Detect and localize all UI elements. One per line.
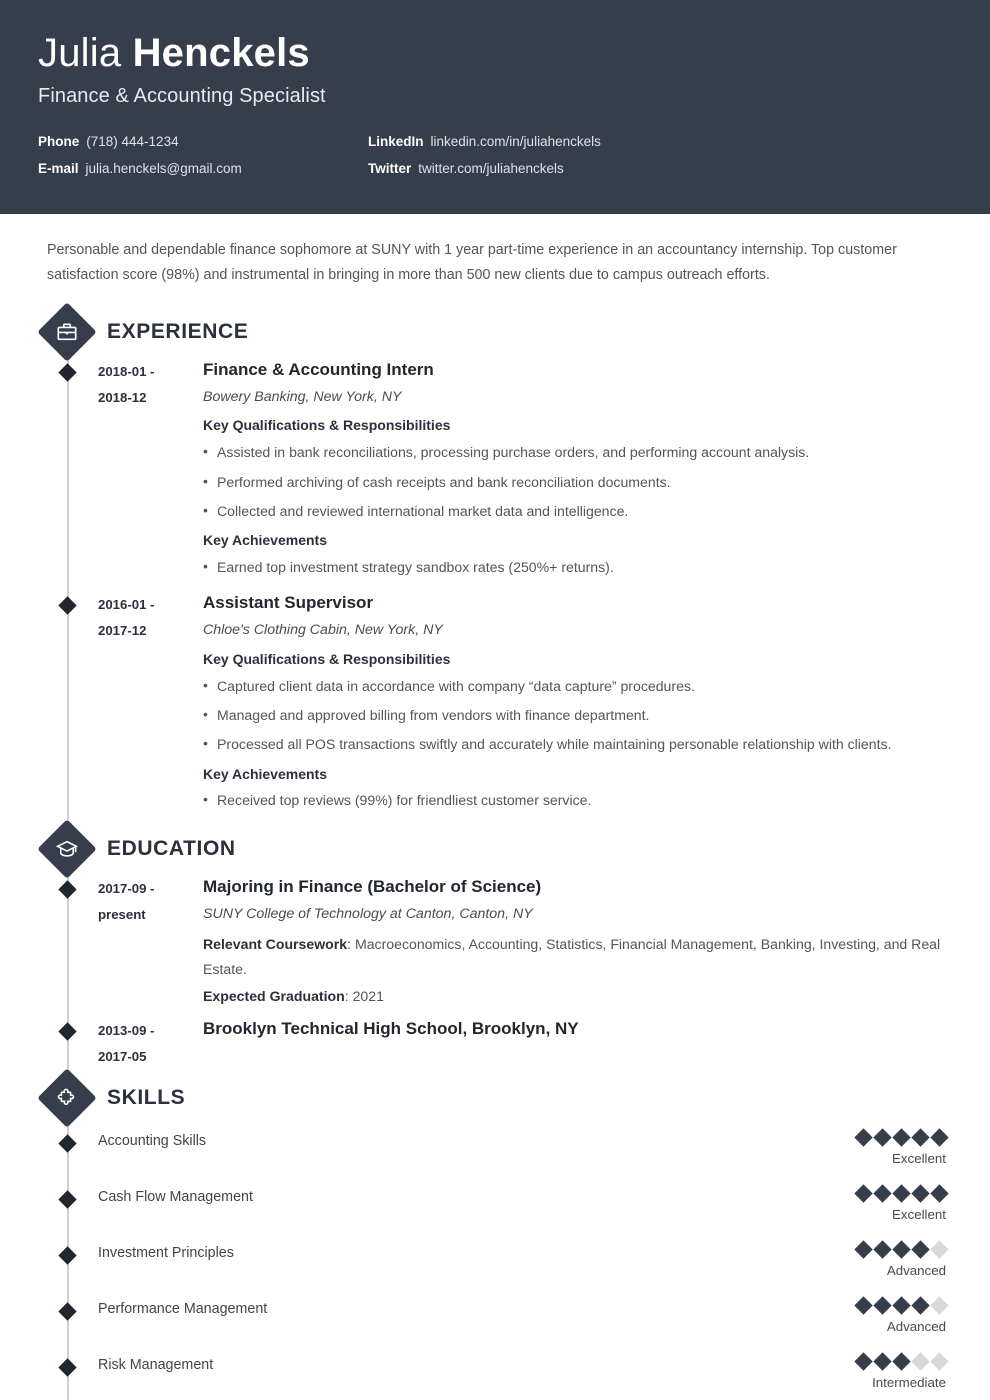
skill-rating <box>688 1243 948 1279</box>
skill-rating <box>688 1131 948 1167</box>
date-start: 2013-09 - <box>98 1022 155 1038</box>
entry-body <box>203 1016 948 1069</box>
rating-diamond-icon <box>930 1185 948 1203</box>
date-end: 2017-05 <box>98 1048 147 1064</box>
coursework-line <box>203 932 948 981</box>
rating-label: Intermediate <box>872 1375 946 1391</box>
entry-body <box>203 357 948 586</box>
contact-details <box>38 134 952 188</box>
contact-twitter[interactable] <box>368 161 564 176</box>
achievements-heading: Key Achievements <box>203 765 327 782</box>
rating-diamond-icon <box>911 1297 929 1315</box>
skill-name: Performance Management <box>98 1301 268 1318</box>
page-title <box>38 32 952 74</box>
rating-diamond-icon <box>911 1129 929 1147</box>
rating-diamond-icon <box>892 1129 910 1147</box>
contact-label: LinkedIn <box>368 134 424 149</box>
rating-diamond-icon <box>911 1241 929 1259</box>
list-item: • Captured client data in accordance with company “data capture” procedures. <box>203 676 948 697</box>
job-title: Finance & Accounting Specialist <box>38 85 326 107</box>
rating-diamond-icon <box>892 1297 910 1315</box>
skills-timeline <box>38 1123 948 1400</box>
contact-value: twitter.com/juliahenckels <box>418 161 564 176</box>
graduation-line <box>203 984 948 1009</box>
entry-dates <box>98 590 203 819</box>
entry-body <box>203 874 948 1012</box>
entry-body <box>203 590 948 819</box>
rating-diamond-icon <box>854 1353 872 1371</box>
qualifications-heading: Key Qualifications & Responsibilities <box>203 417 451 434</box>
skill-row <box>98 1123 948 1179</box>
graduation-value: : 2021 <box>344 988 384 1005</box>
section-education <box>38 824 948 1069</box>
rating-label: Advanced <box>886 1263 946 1279</box>
entry-title: Assistant Supervisor <box>203 593 374 613</box>
section-header-skills <box>46 1073 948 1123</box>
rating-diamond-icon-empty <box>911 1353 929 1371</box>
section-skills <box>38 1073 948 1400</box>
contact-value: (718) 444-1234 <box>86 134 179 149</box>
rating-diamond-icon-empty <box>930 1353 948 1371</box>
experience-entry <box>38 357 948 586</box>
rating-diamond-icon <box>854 1297 872 1315</box>
skill-name: Cash Flow Management <box>98 1189 253 1206</box>
list-item: • Received top reviews (99%) for friendliest customer service. <box>203 790 948 811</box>
rating-diamond-icon-empty <box>930 1297 948 1315</box>
section-title: SKILLS <box>107 1086 186 1110</box>
section-title: EXPERIENCE <box>107 320 249 344</box>
section-experience <box>38 307 948 820</box>
coursework-value: : Macroeconomics, Accounting, Statistics, Financial Management, Banking, Investing, and Real Estate. <box>203 936 941 977</box>
skill-name: Risk Management <box>98 1357 214 1374</box>
skill-row <box>98 1347 948 1400</box>
education-timeline <box>38 874 948 1069</box>
rating-diamond-icon <box>854 1185 872 1203</box>
timeline-diamond-icon <box>58 1022 76 1040</box>
rating-diamonds <box>688 1355 948 1368</box>
entry-subtitle: SUNY College of Technology at Canton, Canton, NY <box>203 905 533 922</box>
date-start: 2016-01 - <box>98 597 155 613</box>
rating-label: Excellent <box>892 1207 946 1223</box>
rating-diamonds <box>688 1243 948 1256</box>
entry-subtitle: Bowery Banking, New York, NY <box>203 388 402 405</box>
rating-diamond-icon <box>873 1353 891 1371</box>
skill-name: Investment Principles <box>98 1245 234 1262</box>
timeline-diamond-icon <box>58 597 76 615</box>
skill-row <box>98 1235 948 1291</box>
skill-rating <box>688 1355 948 1391</box>
skill-row <box>98 1291 948 1347</box>
list-item: • Assisted in bank reconciliations, processing purchase orders, and performing account analysis. <box>203 442 948 463</box>
puzzle-piece-icon <box>37 1069 96 1128</box>
list-item: • Managed and approved billing from vendors with finance department. <box>203 705 948 726</box>
rating-label: Excellent <box>892 1151 946 1167</box>
experience-entry <box>38 590 948 819</box>
list-item: • Earned top investment strategy sandbox rates (250%+ returns). <box>203 557 948 578</box>
list-item: • Collected and reviewed international market data and intelligence. <box>203 501 948 522</box>
list-item: • Processed all POS transactions swiftly and accurately while maintaining personable relationship with clients. <box>203 734 948 755</box>
entry-dates <box>98 1016 203 1069</box>
qualifications-heading: Key Qualifications & Responsibilities <box>203 650 451 667</box>
entry-title: Brooklyn Technical High School, Brooklyn, NY <box>203 1018 579 1038</box>
contact-value: julia.henckels@gmail.com <box>85 161 242 176</box>
rating-diamond-icon <box>911 1185 929 1203</box>
rating-diamond-icon <box>873 1241 891 1259</box>
timeline-diamond-icon <box>58 880 76 898</box>
skill-name: Accounting Skills <box>98 1133 207 1150</box>
last-name: Henckels <box>132 31 310 75</box>
briefcase-icon <box>37 302 96 361</box>
rating-diamond-icon <box>892 1241 910 1259</box>
section-header-experience <box>46 307 948 357</box>
contact-row <box>38 161 952 176</box>
entry-title: Finance & Accounting Intern <box>203 360 434 380</box>
professional-summary: Personable and dependable finance sophomore at SUNY with 1 year part-time experience in an accountancy internship. Top customer satisfaction score (98%) and instrumental in bringing in more than 500 new clients due to campus outreach efforts. <box>47 242 897 284</box>
date-end: 2017-12 <box>98 623 147 639</box>
rating-diamond-icon <box>873 1185 891 1203</box>
rating-diamond-icon <box>892 1353 910 1371</box>
achievements-list <box>203 557 948 578</box>
skill-rating <box>688 1187 948 1223</box>
date-end: 2018-12 <box>98 389 147 405</box>
first-name: Julia <box>38 31 133 75</box>
entry-dates <box>98 874 203 1012</box>
contact-label: Phone <box>38 134 80 149</box>
section-header-education <box>46 824 948 874</box>
contact-row <box>38 134 952 149</box>
timeline-diamond-icon <box>58 1191 76 1209</box>
entry-subtitle: Chloe's Clothing Cabin, New York, NY <box>203 622 443 639</box>
rating-diamond-icon <box>873 1297 891 1315</box>
date-end: present <box>98 906 146 922</box>
timeline-diamond-icon <box>58 1135 76 1153</box>
timeline-diamond-icon <box>58 1303 76 1321</box>
rating-diamond-icon <box>892 1185 910 1203</box>
rating-diamonds <box>688 1131 948 1144</box>
contact-label: E-mail <box>38 161 79 176</box>
rating-diamonds <box>688 1187 948 1200</box>
rating-diamonds <box>688 1299 948 1312</box>
skill-rating <box>688 1299 948 1335</box>
rating-diamond-icon <box>873 1129 891 1147</box>
section-title: EDUCATION <box>107 836 236 860</box>
skill-row <box>98 1179 948 1235</box>
education-entry <box>38 874 948 1012</box>
date-start: 2018-01 - <box>98 364 155 380</box>
timeline-diamond-icon <box>58 1359 76 1377</box>
rating-label: Advanced <box>886 1319 946 1335</box>
experience-timeline <box>38 357 948 820</box>
qualifications-list <box>203 442 948 522</box>
education-entry <box>38 1016 948 1069</box>
rating-diamond-icon <box>854 1241 872 1259</box>
rating-diamond-icon <box>930 1129 948 1147</box>
resume-header <box>0 0 990 214</box>
achievements-heading: Key Achievements <box>203 532 327 549</box>
contact-linkedin[interactable] <box>368 134 601 149</box>
graduation-cap-icon <box>37 819 96 878</box>
contact-phone[interactable] <box>38 134 368 149</box>
timeline-diamond-icon <box>58 363 76 381</box>
date-start: 2017-09 - <box>98 880 155 896</box>
rating-diamond-icon <box>854 1129 872 1147</box>
achievements-list <box>203 790 948 811</box>
contact-label: Twitter <box>368 161 412 176</box>
list-item: • Performed archiving of cash receipts and bank reconciliation documents. <box>203 472 948 493</box>
contact-email[interactable] <box>38 161 368 176</box>
entry-dates <box>98 357 203 586</box>
entry-title: Majoring in Finance (Bachelor of Science) <box>203 876 542 896</box>
qualifications-list <box>203 676 948 756</box>
contact-value: linkedin.com/in/juliahenckels <box>430 134 601 149</box>
coursework-label: Relevant Coursework <box>203 936 348 953</box>
timeline-diamond-icon <box>58 1247 76 1265</box>
rating-diamond-icon-empty <box>930 1241 948 1259</box>
graduation-label: Expected Graduation <box>203 988 345 1005</box>
